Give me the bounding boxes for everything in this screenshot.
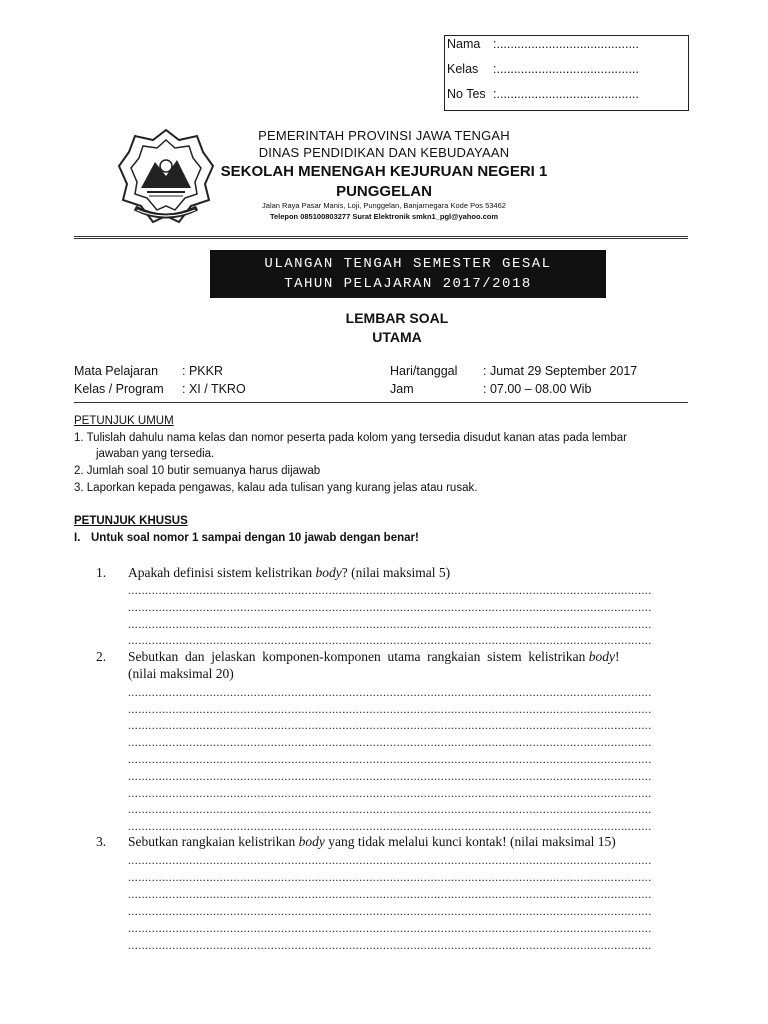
answer-line[interactable]: ..........................................................................................................................................................: [128, 888, 652, 900]
answer-line[interactable]: ..........................................................................................................................................................: [128, 854, 652, 866]
general-instruction-2: 2. Jumlah soal 10 butir semuanya harus dijawab: [74, 465, 321, 477]
answer-line[interactable]: ..........................................................................................................................................................: [128, 703, 652, 715]
answer-line[interactable]: ..........................................................................................................................................................: [128, 719, 652, 731]
general-instruction-1: 1. Tulislah dahulu nama kelas dan nomor peserta pada kolom yang tersedia disudut kanan atas pada lembar: [74, 432, 627, 444]
sheet-subtitle: UTAMA: [372, 329, 422, 345]
answer-line[interactable]: ..........................................................................................................................................................: [128, 753, 652, 765]
identity-box: [444, 35, 689, 111]
special-instructions-heading: PETUNJUK KHUSUS: [74, 515, 188, 527]
subject-label: Mata Pelajaran: [74, 364, 159, 378]
name-field[interactable]: :.........................................: [493, 37, 639, 51]
test-number-field[interactable]: :.........................................: [493, 87, 639, 101]
government-name: PEMERINTAH PROVINSI JAWA TENGAH: [258, 128, 510, 143]
day-date-label: Hari/tanggal: [390, 364, 458, 378]
class-program-value: : XI / TKRO: [182, 382, 246, 396]
class-field[interactable]: :.........................................: [493, 62, 639, 76]
answer-line[interactable]: ..........................................................................................................................................................: [128, 820, 652, 832]
answer-line[interactable]: ..........................................................................................................................................................: [128, 584, 652, 596]
info-divider: [74, 402, 688, 403]
department-name: DINAS PENDIDIKAN DAN KEBUDAYAAN: [258, 145, 510, 160]
time-label: Jam: [390, 382, 414, 396]
name-row[interactable]: [447, 37, 639, 51]
day-date-value: : Jumat 29 September 2017: [483, 364, 638, 378]
answer-line[interactable]: ..........................................................................................................................................................: [128, 601, 652, 613]
class-program-label: Kelas / Program: [74, 382, 164, 396]
academic-year: TAHUN PELAJARAN 2017/2018: [284, 276, 532, 292]
section-instruction: Untuk soal nomor 1 sampai dengan 10 jawab dengan benar!: [91, 532, 419, 544]
sheet-title: LEMBAR SOAL: [345, 310, 449, 326]
answer-line[interactable]: ..........................................................................................................................................................: [128, 803, 652, 815]
general-instruction-3: 3. Laporkan kepada pengawas, kalau ada tulisan yang kurang jelas atau rusak.: [74, 482, 478, 494]
answer-line[interactable]: ..........................................................................................................................................................: [128, 634, 652, 646]
name-label: Nama: [447, 37, 481, 51]
class-label: Kelas: [447, 62, 479, 76]
exam-banner: [210, 250, 606, 298]
test-number-label: No Tes: [447, 87, 486, 101]
answer-line[interactable]: ..........................................................................................................................................................: [128, 736, 652, 748]
question-points: (nilai maksimal 20): [128, 666, 234, 681]
test-number-row[interactable]: [447, 87, 639, 101]
school-contact: Telepon 085100803277 Surat Elektronik smkn1_pgl@yahoo.com: [269, 212, 499, 221]
answer-line[interactable]: ..........................................................................................................................................................: [128, 905, 652, 917]
answer-line[interactable]: ..........................................................................................................................................................: [128, 618, 652, 630]
answer-line[interactable]: ..........................................................................................................................................................: [128, 871, 652, 883]
school-name: SEKOLAH MENENGAH KEJURUAN NEGERI 1: [220, 163, 548, 180]
school-city: PUNGGELAN: [336, 183, 432, 200]
general-instructions-heading: PETUNJUK UMUM: [74, 415, 174, 427]
question-number: 3.: [96, 834, 107, 849]
header-divider: [74, 236, 688, 239]
general-instruction-1-cont: jawaban yang tersedia.: [96, 448, 215, 460]
question-number: 1.: [96, 565, 107, 580]
answer-line[interactable]: ..........................................................................................................................................................: [128, 939, 652, 951]
answer-line[interactable]: ..........................................................................................................................................................: [128, 787, 652, 799]
question-text: Sebutkan dan jelaskan komponen-komponen utama rangkaian sistem kelistrikan body!: [128, 649, 620, 664]
question-text: Apakah definisi sistem kelistrikan body? (nilai maksimal 5): [128, 565, 451, 580]
school-address: Jalan Raya Pasar Manis, Loji, Punggelan, Banjarnegara Kode Pos 53462: [262, 201, 506, 210]
answer-line[interactable]: ..........................................................................................................................................................: [128, 922, 652, 934]
section-number: I.: [74, 532, 81, 544]
class-row[interactable]: [447, 62, 639, 76]
subject-value: : PKKR: [182, 364, 223, 378]
question-text: Sebutkan rangkaian kelistrikan body yang tidak melalui kunci kontak! (nilai maksimal 15): [128, 834, 616, 849]
exam-title: ULANGAN TENGAH SEMESTER GESAL: [264, 256, 552, 272]
time-value: : 07.00 – 08.00 Wib: [483, 382, 592, 396]
answer-line[interactable]: ..........................................................................................................................................................: [128, 686, 652, 698]
answer-line[interactable]: ..........................................................................................................................................................: [128, 770, 652, 782]
question-number: 2.: [96, 649, 107, 664]
